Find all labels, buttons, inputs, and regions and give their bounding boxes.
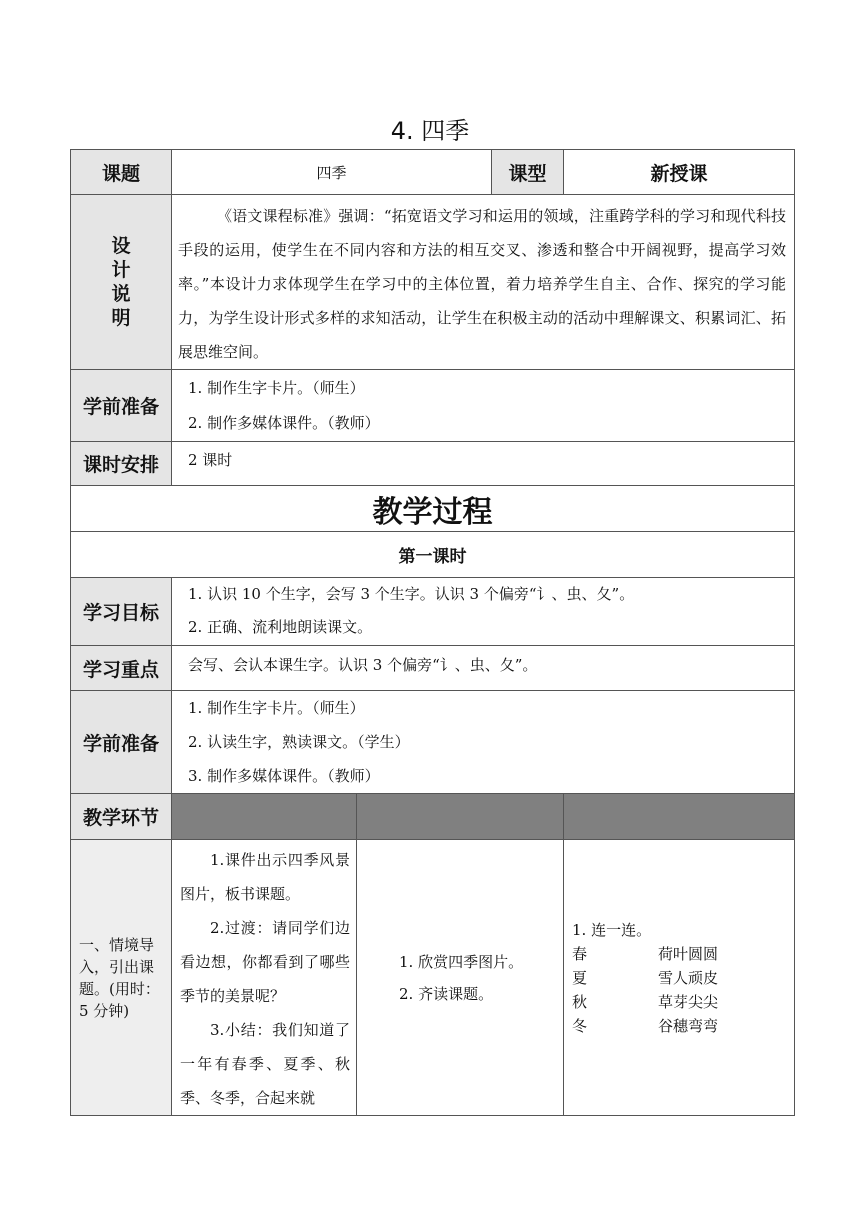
student-activity: 2. 齐读课题。 xyxy=(399,984,494,1003)
design-description: 《语文课程标准》强调：“拓宽语文学习和运用的领域，注重跨学科的学习和现代科技手段的运用，使学生在不同内容和方法的相互交叉、渗透和整合中开阔视野，提高学习效率。”本设计力求体现学生在学习中的主体位置，着力培养学生自主、合作、探究的学习能力，为学生设计形式多样的求知活动，让学生在积极主动的活动中理解课文、积累词汇、拓展思维空间。 xyxy=(172,195,795,370)
schedule-label: 课时安排 xyxy=(71,442,172,486)
exercise-column-header xyxy=(564,794,795,840)
goal-item: 2. 正确、流利地朗读课文。 xyxy=(188,618,373,636)
student-column-header xyxy=(357,794,564,840)
lesson-title: 第一课时 xyxy=(71,532,795,578)
goals-list xyxy=(172,578,795,646)
lesson-plan-table xyxy=(70,149,795,1116)
focus-text: 会写、会认本课生字。认识 3 个偏旁“讠、虫、夂”。 xyxy=(172,646,795,691)
match-pair: 春 荷叶圆圆 xyxy=(572,944,719,963)
goal-item: 1. 认识 10 个生字，会写 3 个生字。认识 3 个偏旁“讠、虫、夂”。 xyxy=(188,585,635,603)
prep-item: 2. 制作多媒体课件。（教师） xyxy=(188,414,380,432)
match-pair: 秋 草芽尖尖 xyxy=(572,992,719,1011)
goals-label: 学习目标 xyxy=(71,578,172,646)
design-label: 设计说明 xyxy=(71,195,172,370)
teacher-activity: 2.过渡：请同学们边看边想，你都看到了哪些季节的美景呢？ xyxy=(180,919,350,1005)
step-stage: 一、情境导入，引出课题。(用时：5 分钟) xyxy=(71,840,172,1116)
type-value: 新授课 xyxy=(564,150,795,195)
lesson-prep-label: 学前准备 xyxy=(71,691,172,794)
prep-list xyxy=(172,370,795,442)
exercise-cell xyxy=(564,840,795,1116)
student-activities xyxy=(357,840,564,1116)
steps-label: 教学环节 xyxy=(71,794,172,840)
process-title: 教学过程 xyxy=(71,486,795,532)
prep-item: 1. 制作生字卡片。（师生） xyxy=(188,699,365,717)
teacher-column-header xyxy=(172,794,357,840)
schedule-value: 2 课时 xyxy=(172,442,795,486)
exercise-title: 1. 连一连。 xyxy=(572,920,652,939)
type-label: 课型 xyxy=(492,150,564,195)
topic-value: 四季 xyxy=(172,150,492,195)
focus-label: 学习重点 xyxy=(71,646,172,691)
prep-label: 学前准备 xyxy=(71,370,172,442)
lesson-prep-list xyxy=(172,691,795,794)
document-title: 4. 四季 xyxy=(390,117,470,145)
prep-item: 3. 制作多媒体课件。（教师） xyxy=(188,767,380,785)
teacher-activities xyxy=(172,840,357,1116)
match-pair: 冬 谷穗弯弯 xyxy=(572,1016,719,1035)
teacher-activity: 1.课件出示四季风景图片，板书课题。 xyxy=(180,851,350,903)
match-pair: 夏 雪人顽皮 xyxy=(572,968,719,987)
teacher-activity: 3.小结：我们知道了一年有春季、夏季、秋季、冬季，合起来就 xyxy=(180,1021,350,1107)
student-activity: 1. 欣赏四季图片。 xyxy=(399,952,524,971)
prep-item: 2. 认读生字，熟读课文。（学生） xyxy=(188,733,410,751)
prep-item: 1. 制作生字卡片。（师生） xyxy=(188,379,365,397)
topic-label: 课题 xyxy=(71,150,172,195)
